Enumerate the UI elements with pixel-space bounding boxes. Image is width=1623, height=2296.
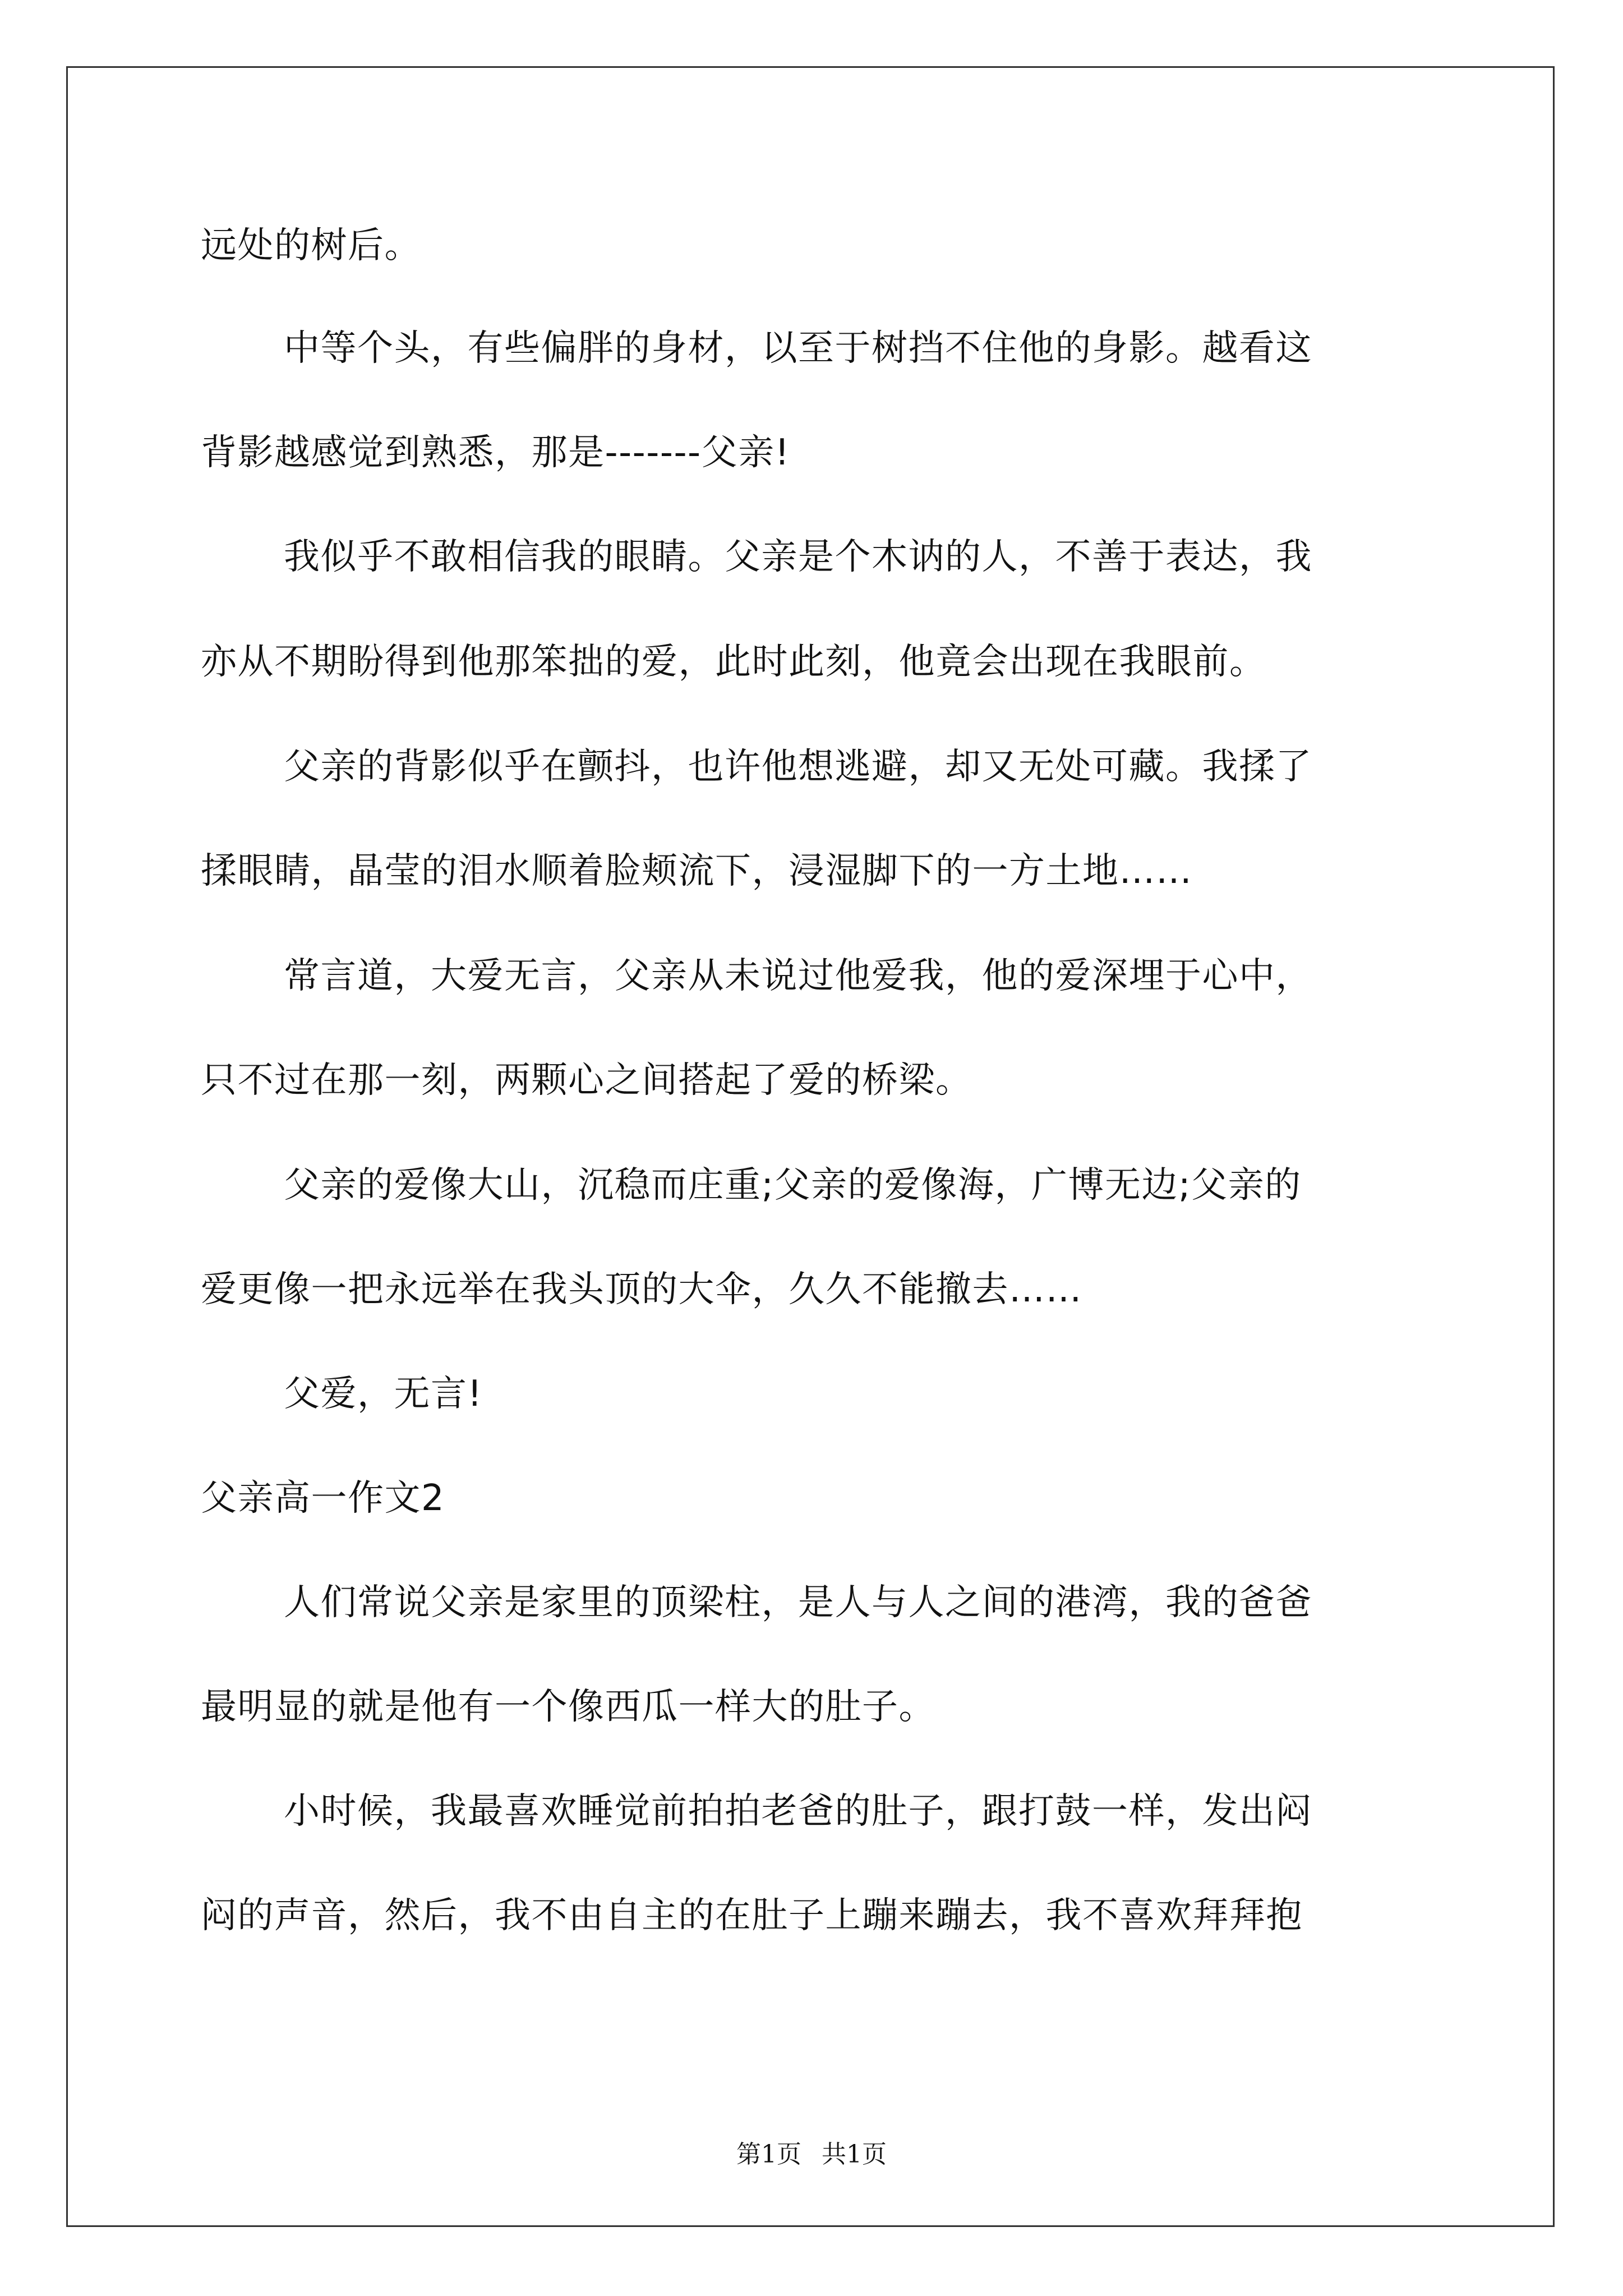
paragraph-line: 闷的声音，然后，我不由自主的在肚子上蹦来蹦去，我不喜欢拜拜抱	[201, 1895, 1303, 1936]
paragraph-line: 父爱，无言!	[284, 1373, 483, 1415]
paragraph-line: 父亲的爱像大山，沉稳而庄重;父亲的爱像海，广博无边;父亲的	[284, 1165, 1302, 1206]
paragraph-line: 亦从不期盼得到他那笨拙的爱，此时此刻，他竟会出现在我眼前。	[201, 641, 1266, 683]
page-number: 第1页	[736, 2140, 801, 2169]
paragraph-line: 常言道，大爱无言，父亲从未说过他爱我，他的爱深埋于心中，	[284, 955, 1312, 997]
paragraph-line: 爱更像一把永远举在我头顶的大伞，久久不能撤去……	[201, 1269, 1082, 1310]
paragraph-line: 我似乎不敢相信我的眼睛。父亲是个木讷的人，不善于表达，我	[284, 536, 1312, 578]
paragraph-line: 只不过在那一刻，两颗心之间搭起了爱的桥梁。	[201, 1060, 972, 1101]
paragraph-line: 背影越感觉到熟悉，那是-------父亲!	[201, 432, 790, 473]
paragraph-line: 揉眼睛，晶莹的泪水顺着脸颊流下，浸湿脚下的一方土地……	[201, 850, 1193, 892]
page-total: 共1页	[822, 2140, 887, 2169]
section-title: 父亲高一作文2	[201, 1478, 445, 1519]
paragraph-line: 小时候，我最喜欢睡觉前拍拍老爸的肚子，跟打鼓一样，发出闷	[284, 1791, 1312, 1832]
paragraph-line: 父亲的背影似乎在颤抖，也许他想逃避，却又无处可藏。我揉了	[284, 746, 1312, 788]
paragraph-line: 人们常说父亲是家里的顶梁柱，是人与人之间的港湾，我的爸爸	[284, 1582, 1312, 1623]
paragraph-line: 远处的树后。	[201, 225, 421, 266]
paragraph-line: 中等个头，有些偏胖的身材，以至于树挡不住他的身影。越看这	[284, 328, 1312, 369]
page-footer	[0, 2134, 1623, 2170]
paragraph-line: 最明显的就是他有一个像西瓜一样大的肚子。	[201, 1686, 935, 1728]
